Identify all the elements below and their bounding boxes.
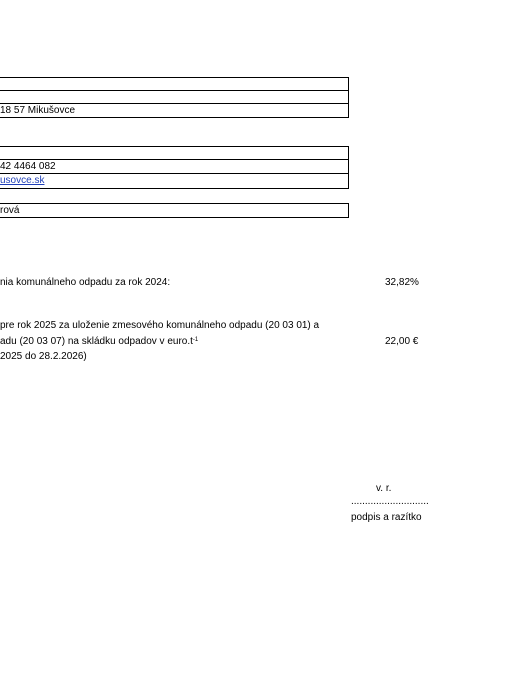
signature-label: podpis a razítko <box>351 512 422 523</box>
box1-bottom-border <box>0 117 349 118</box>
box2-top-border <box>0 146 349 147</box>
fee-description-line-2-text: adu (20 03 07) na skládku odpadov v euro.t <box>0 336 193 347</box>
box2-right-border <box>348 146 349 189</box>
name-field: rová <box>0 205 20 216</box>
fee-description-line-2 <box>0 336 198 348</box>
address-field: 18 57 Mikušovce <box>0 105 76 116</box>
box3-right-border <box>348 203 349 218</box>
phone-field: 42 4464 082 <box>0 161 56 172</box>
box1-row-divider-1 <box>0 90 349 91</box>
separation-rate-label: nia komunálneho odpadu za rok 2024: <box>0 277 171 288</box>
signature-vr: v. r. <box>376 483 392 494</box>
fee-unit-superscript: -1 <box>192 337 199 343</box>
box1-right-border <box>348 77 349 118</box>
box1-row-divider-2 <box>0 103 349 104</box>
signature-dotted-line: ............................ <box>351 496 429 507</box>
email-link[interactable]: usovce.sk <box>0 175 45 186</box>
fee-description-line-3: 2025 do 28.2.2026) <box>0 351 87 362</box>
box2-bottom-border <box>0 188 349 189</box>
box3-top-border <box>0 203 349 204</box>
box1-top-border <box>0 77 349 78</box>
fee-description-line-1: pre rok 2025 za uloženie zmesového komunálneho odpadu (20 03 01) a <box>0 320 320 331</box>
fee-value: 22,00 € <box>385 336 419 347</box>
box2-row-divider-1 <box>0 159 349 160</box>
box2-row-divider-2 <box>0 173 349 174</box>
separation-rate-value: 32,82% <box>385 277 419 288</box>
box3-bottom-border <box>0 217 349 218</box>
